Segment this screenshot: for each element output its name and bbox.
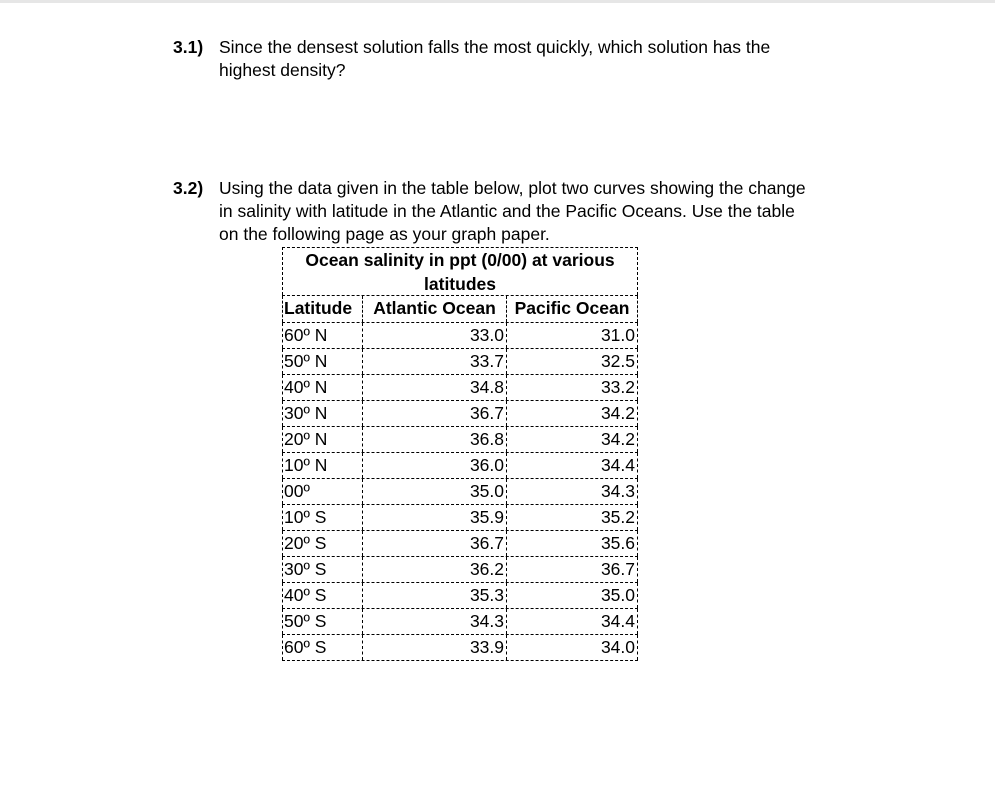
table-row bbox=[282, 478, 638, 504]
table-title-line-2: latitudes bbox=[424, 274, 496, 294]
pacific-cell: 34.3 bbox=[506, 479, 638, 504]
pacific-cell: 34.0 bbox=[506, 635, 638, 660]
pacific-cell: 34.2 bbox=[506, 427, 638, 452]
atlantic-cell: 34.3 bbox=[362, 609, 506, 634]
atlantic-cell: 33.9 bbox=[362, 635, 506, 660]
pacific-cell: 36.7 bbox=[506, 557, 638, 582]
atlantic-cell: 35.9 bbox=[362, 505, 506, 530]
pacific-cell: 35.2 bbox=[506, 505, 638, 530]
atlantic-cell: 33.0 bbox=[362, 323, 506, 348]
pacific-cell: 34.4 bbox=[506, 609, 638, 634]
pacific-cell: 34.4 bbox=[506, 453, 638, 478]
table-row bbox=[282, 608, 638, 634]
latitude-cell: 10º N bbox=[282, 453, 362, 478]
table-row bbox=[282, 348, 638, 374]
pacific-cell: 33.2 bbox=[506, 375, 638, 400]
atlantic-cell: 34.8 bbox=[362, 375, 506, 400]
latitude-cell: 50º S bbox=[282, 609, 362, 634]
latitude-cell: 50º N bbox=[282, 349, 362, 374]
latitude-cell: 40º S bbox=[282, 583, 362, 608]
atlantic-cell: 33.7 bbox=[362, 349, 506, 374]
question-3-2 bbox=[173, 177, 893, 246]
atlantic-cell: 36.7 bbox=[362, 401, 506, 426]
latitude-cell: 60º S bbox=[282, 635, 362, 660]
table-body bbox=[282, 322, 638, 661]
question-3-1 bbox=[173, 36, 893, 82]
question-number: 3.1) bbox=[173, 37, 204, 57]
atlantic-cell: 36.0 bbox=[362, 453, 506, 478]
page-top-divider bbox=[0, 0, 995, 3]
table-title bbox=[282, 247, 638, 295]
question-text: Since the densest solution falls the most quickly, which solution has the highest density? bbox=[219, 37, 771, 80]
latitude-cell: 60º N bbox=[282, 323, 362, 348]
table-title-line-1: Ocean salinity in ppt (0/00) at various bbox=[305, 250, 615, 270]
header-latitude: Latitude bbox=[282, 296, 362, 322]
table-row bbox=[282, 374, 638, 400]
table-row bbox=[282, 426, 638, 452]
pacific-cell: 32.5 bbox=[506, 349, 638, 374]
latitude-cell: 20º S bbox=[282, 531, 362, 556]
table-row bbox=[282, 556, 638, 582]
table-row bbox=[282, 582, 638, 608]
atlantic-cell: 36.8 bbox=[362, 427, 506, 452]
latitude-cell: 30º S bbox=[282, 557, 362, 582]
salinity-table bbox=[282, 247, 638, 661]
header-pacific: Pacific Ocean bbox=[506, 296, 638, 322]
table-row bbox=[282, 634, 638, 661]
latitude-cell: 00º bbox=[282, 479, 362, 504]
pacific-cell: 31.0 bbox=[506, 323, 638, 348]
table-row bbox=[282, 400, 638, 426]
latitude-cell: 30º N bbox=[282, 401, 362, 426]
table-header-row bbox=[282, 295, 638, 322]
latitude-cell: 40º N bbox=[282, 375, 362, 400]
atlantic-cell: 35.0 bbox=[362, 479, 506, 504]
atlantic-cell: 35.3 bbox=[362, 583, 506, 608]
atlantic-cell: 36.7 bbox=[362, 531, 506, 556]
atlantic-cell: 36.2 bbox=[362, 557, 506, 582]
latitude-cell: 20º N bbox=[282, 427, 362, 452]
table-row bbox=[282, 504, 638, 530]
latitude-cell: 10º S bbox=[282, 505, 362, 530]
table-row bbox=[282, 530, 638, 556]
question-text: Using the data given in the table below, plot two curves showing the change in salinity with latitude in the Atlantic and the Pacific Oceans. Use the table on the following page as your graph paper. bbox=[219, 178, 806, 244]
table-row bbox=[282, 322, 638, 348]
pacific-cell: 35.0 bbox=[506, 583, 638, 608]
question-number: 3.2) bbox=[173, 178, 204, 198]
pacific-cell: 35.6 bbox=[506, 531, 638, 556]
header-atlantic: Atlantic Ocean bbox=[362, 296, 506, 322]
pacific-cell: 34.2 bbox=[506, 401, 638, 426]
table-row bbox=[282, 452, 638, 478]
